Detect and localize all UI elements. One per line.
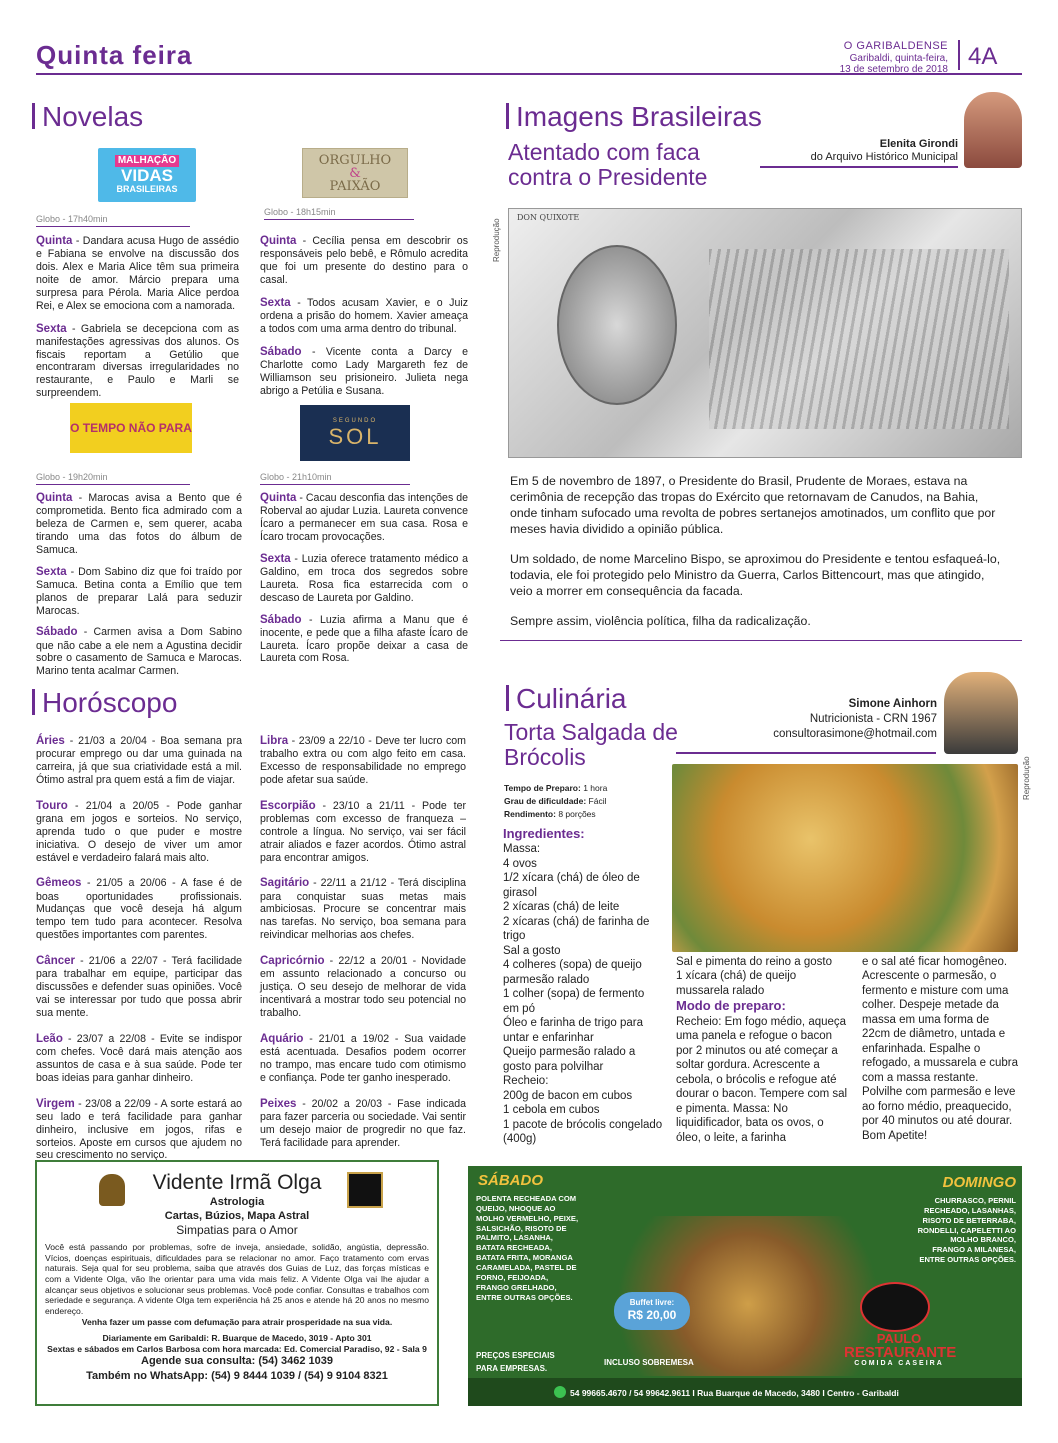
historical-engraving <box>508 208 1022 458</box>
novela-entries <box>36 228 239 400</box>
sign-name: Touro <box>36 799 68 812</box>
logo-text: O TEMPO NÃO PARA <box>70 420 192 435</box>
section-name: Quinta feira <box>36 40 193 70</box>
orgulho-logo <box>302 148 408 198</box>
malhacao-logo <box>98 148 196 202</box>
ingredient-item: Recheio: <box>503 1075 549 1088</box>
day-label: Sábado <box>36 626 78 639</box>
novela-entries <box>260 228 468 397</box>
brand-line: PAULO <box>876 1331 922 1346</box>
imagens-headline: Atentado com faca contra o Presidente <box>508 139 708 191</box>
channel-time: Globo - 19h20min <box>36 472 190 485</box>
novela-entry <box>36 234 239 313</box>
author-photo <box>944 672 1018 754</box>
sign-text: - 22/11 a 21/12 - Terá disciplina para conquistar suas metas mais ambiciosas. Procure se concentrar mais nas tarefas. No serviço, boa semana para reivindicar melhorias aos chefes. <box>260 877 466 942</box>
meta-value: 8 porções <box>555 808 596 819</box>
sign-entry <box>36 734 242 787</box>
buffet-price: R$ 20,00 <box>627 1307 677 1322</box>
ad-address: Diariamente em Garibaldi: R. Buarque de Macedo, 3019 - Apto 301 <box>102 1333 372 1344</box>
meta-row <box>504 808 668 821</box>
header-meta <box>840 40 948 76</box>
body-paragraph: Um soldado, de nome Marcelino Bispo, se aproximou do Presidente e tentou esfaqueá-lo, todavia, ele foi protegido pelo Ministro da Guerra, Carlos Bittencourt, mas que atingido, veio a morrer em consequência da facada. <box>510 551 1001 598</box>
author-name: Simone Ainhorn <box>848 698 937 710</box>
ingredients-list <box>503 826 663 1147</box>
sign-name: Libra <box>260 735 289 747</box>
ad-restaurante <box>468 1166 1022 1406</box>
logo-text: SOL <box>328 423 382 449</box>
sign-text: - 22/12 a 20/01 - Novidade em assunto relacionado a concurso ou justiça. O seu desejo de melhorar de vida incentivará a mostrar todo seu potencial no trabalho. <box>260 955 466 1019</box>
date-line-2: 13 de setembro de 2018 <box>839 64 948 76</box>
logo-text: BRASILEIRAS <box>116 184 178 195</box>
buffet-label: Buffet livre: <box>629 1298 675 1307</box>
entry-text: - Luzia oferece tratamento médico a Galdino, em troca dos segredos sobre Laureta. Rosa fica estarrecida com o descaso de Laureta por Galdino. <box>260 552 468 604</box>
photo-credit: Reprodução <box>492 218 501 262</box>
sign-text: - 23/10 a 21/11 - Pode ter problemas com excesso de franqueza – controle a língua. No serviço, vai ser fácil atrair aliados e fazer acordos. Ótimo astral para encontrar amigos. <box>260 799 466 864</box>
ad-cta: Venha fazer um passe com defumação para atrair prosperidade na sua vida. <box>81 1316 393 1327</box>
sign-text: - 23/07 a 22/08 - Evite se indispor com chefes. Você dará mais atenção aos assuntos de casa e à sua saúde. Pode ter boas ideias para ganhar dinheiro. <box>36 1032 242 1084</box>
novela-entry <box>260 552 468 605</box>
portrait-medallion <box>557 245 677 405</box>
sign-name: Sagitário <box>260 877 310 890</box>
ad-footer <box>468 1378 1022 1406</box>
day-label: Quinta <box>36 492 73 504</box>
paper-name: O GARIBALDENSE <box>843 40 948 52</box>
sign-entry <box>36 1097 242 1163</box>
byline-rule <box>676 752 936 754</box>
eye-triangle-icon <box>347 1172 383 1208</box>
sign-name: Gêmeos <box>36 877 82 890</box>
entry-text: - Dandara acusa Hugo de assédio e Fabiana se envolve na discussão dos dois. Alex e Maria Alice têm sua primeira noite de amor. Márcio prepara uma surpresa para Pérola. Maria Alice perdoa Rei, e Alex se emociona com a namorada. <box>36 235 239 312</box>
sign-entry <box>260 734 466 787</box>
horoscope-col-2 <box>260 728 466 1149</box>
novela-entry <box>260 234 468 287</box>
logo-text: VIDAS <box>121 166 173 186</box>
imagens-body <box>510 474 1008 630</box>
footer-text: 54 99665.4670 / 54 99642.9611 I Rua Buarque de Macedo, 3480 I Centro - Garibaldi <box>570 1388 899 1398</box>
novela-entries <box>36 485 242 678</box>
entry-text: - Dom Sabino diz que foi traído por Samuca. Betina conta a Emílio que tem planos de preparar Lalá para seduzir Marocas. <box>36 565 242 617</box>
logo-text: MALHAÇÃO <box>115 155 179 167</box>
photo-credit: Reprodução <box>1022 756 1031 800</box>
quiche-photo <box>672 764 1018 952</box>
day-label: Sexta <box>36 322 67 335</box>
meta-value: 1 hora <box>580 783 608 793</box>
sign-entry <box>36 954 242 1020</box>
entry-text: - Luzia afirma a Manu que é inocente, e pede que a filha afaste Ícaro de Laureta. Ícaro propõe deixar a casa de Laureta com Rosa. <box>260 613 468 665</box>
ingredient-item: Sal e pimenta do reino a gosto <box>676 956 832 968</box>
body-paragraph: Sempre assim, violência política, filha da radicalização. <box>510 613 811 628</box>
sign-text: - 23/09 a 22/10 - Deve ter lucro com trabalho extra ou com algo feito em casa. Excesso de responsabilidade no emprego pode afetar sua saúde. <box>260 735 466 786</box>
fork-knife-icon <box>860 1282 930 1332</box>
ingredient-item: Sal a gosto <box>503 944 561 957</box>
culinaria-byline <box>740 697 937 742</box>
date-line-1: Garibaldi, quinta-feira, <box>849 52 948 64</box>
entry-text: - Carmen avisa a Dom Sabino que não cabe a ele nem a Agustina decidir sobre o casamento de Samuca e Marocas. Marino tenta acalmar Carmen. <box>36 626 242 678</box>
day-label: Quinta <box>260 235 297 247</box>
ad-subtitle: Astrologia <box>209 1196 265 1209</box>
author-photo <box>964 92 1022 168</box>
ingredients-title: Ingredientes: <box>503 826 585 841</box>
logo-text: PAIXÃO <box>329 178 381 194</box>
ad-subtitle: Simpatias para o Amor <box>176 1223 298 1238</box>
imagens-title: Imagens Brasileiras <box>506 100 762 134</box>
sunday-menu: CHURRASCO, PERNIL RECHEADO, LASANHAS, RISOTO DE BETERRABA, RONDELLI, CAPELETTI AO MOLHO BRANCO, FRANGO A MILANESA, ENTRE OUTRAS OPÇÕES. <box>917 1196 1016 1265</box>
novela-entry <box>260 613 468 666</box>
author-role: Nutricionista - CRN 1967 <box>809 712 937 725</box>
sign-entry <box>260 876 466 942</box>
ingredients-items <box>503 842 663 1146</box>
sign-text: - 21/05 a 20/06 - A fase é de boas oportunidades profissionais. Mudanças que você deseja há algum tempo tem tudo para acontecer. Resolva questões importantes com parentes. <box>36 877 242 942</box>
sunday-title: DOMINGO <box>942 1174 1016 1191</box>
meta-key: Tempo de Preparo: <box>504 783 581 793</box>
sign-text: - 21/03 a 20/04 - Boa semana pra procurar emprego ou dar uma guinada na carreira, já que sua criatividade está a mil. Ótimo astral pra quem está a fim de viajar. <box>36 735 242 786</box>
segundosol-logo <box>300 405 410 461</box>
ingredient-item: 4 colheres (sopa) de queijo parmesão ralado <box>503 959 642 986</box>
novela-entry <box>36 565 242 618</box>
method-text: e o sal até ficar homogêneo. Acrescente o parmesão, o fermento e misture com uma colher. Despeje metade da massa em uma forma de 22cm de diâmetro, untada e enfarinhada. Espalhe o refogado, a mussarela e cubra com a massa restante. Polvilhe com parmesão e leve ao forno médio, preaquecido, por 40 minutos ou até dourar. Bom Apetite! <box>862 956 1018 1142</box>
brand-line: COMIDA CASEIRA <box>854 1360 944 1367</box>
ingredient-item: Massa: <box>503 843 541 856</box>
recipe-title: Torta Salgada de Brócolis <box>504 719 678 771</box>
ingredient-item: 1/2 xícara (chá) de óleo de girasol <box>503 872 640 899</box>
day-label: Quinta <box>36 235 73 247</box>
ingredient-item: Óleo e farinha de trigo para untar e enfarinhar <box>503 1017 644 1044</box>
day-label: Sexta <box>260 296 291 309</box>
novelas-title: Novelas <box>32 100 143 134</box>
sign-text: - 21/01 a 19/02 - Sua vaidade está acentuada. Desafios podem ocorrer no trampo, mas encare tudo com otimismo e confiança. Pode ter ganho inesperado. <box>260 1032 466 1084</box>
ingredient-item: 4 ovos <box>503 857 537 870</box>
sign-entry <box>260 799 466 865</box>
sign-entry <box>36 1032 242 1085</box>
novela-entry <box>260 345 468 398</box>
ad-vidente <box>35 1160 439 1406</box>
meta-row <box>504 782 668 795</box>
ingredient-item: 1 pacote de brócolis congelado (400g) <box>503 1118 663 1146</box>
horoscope-col-1 <box>36 728 242 1162</box>
special-prices <box>476 1350 555 1376</box>
novela-entry <box>36 625 242 678</box>
sign-name: Peixes <box>260 1097 297 1110</box>
entry-text: - Vicente conta a Darcy e Charlotte como Lady Margareth fez de Williamson seu prisioneiro. Julieta nega abrigo a Petúlia e Susana. <box>260 345 468 397</box>
sign-text: - 23/08 a 22/09 - A sorte estará ao seu lado e terá facilidade para ganhar dinheiro, inclusive em jogos, rifas e sorteios. Aposte em cursos que ajudem no seu crescimento no serviço. <box>36 1097 242 1162</box>
sign-name: Leão <box>36 1032 63 1045</box>
ad-phone: Agende sua consulta: (54) 3462 1039 <box>141 1354 333 1367</box>
entry-text: - Marocas avisa a Bento que é comprometida. Bento fica admirado com a beleza de Carmen e, sem querer, acaba tirando uma das fotos do álbum de Samuca. <box>36 492 242 556</box>
novela-entry <box>260 296 468 336</box>
method-text: Recheio: Em fogo médio, aqueça uma panela e refogue o bacon por 2 minutos ou até começar a soltar gordura. Acrescente a cebola, o brócolis e refogue até dourar o bacon. Tempere com sal e pimenta. Massa: No liquidificador, bata os ovos, o óleo, o leite, a farinha <box>676 1015 848 1144</box>
sign-name: Virgem <box>36 1097 75 1110</box>
ingredient-item: 1 xícara (chá) de queijo mussarela ralado <box>676 970 797 997</box>
ingredient-item: 2 xícaras (chá) de farinha de trigo <box>503 915 650 943</box>
saturday-menu: POLENTA RECHEADA COM QUEIJO, NHOQUE AO MOLHO VERMELHO, PEIXE, SALSICHÃO, RISOTO DE PALMITO, LASANHA, BATATA RECHEADA, BATATA FRITA, MORANGA CARAMELADA, PASTEL DE FORNO, FEIJOADA, FRANGO GRELHADO, ENTRE OUTRAS OPÇÕES. <box>476 1194 579 1302</box>
whatsapp-icon <box>554 1386 566 1398</box>
channel-time: Globo - 18h15min <box>264 207 414 220</box>
otempo-logo <box>70 403 192 453</box>
day-label: Sábado <box>260 345 302 358</box>
engraving-caption: DON QUIXOTE <box>517 213 580 222</box>
author-name: Elenita Girondi <box>879 138 958 150</box>
sign-text: - 20/02 a 20/03 - Fase indicada para fazer parceria ou sociedade. Vai sentir um desejo maior de progredir no que faz. Terá facilidade para aprender. <box>260 1097 466 1149</box>
restaurant-brand <box>844 1331 957 1367</box>
author-email: consultorasimone@hotmail.com <box>773 727 937 740</box>
header-separator <box>958 40 960 70</box>
sign-entry <box>260 954 466 1020</box>
ingredient-item: 200g de bacon em cubos <box>503 1089 633 1102</box>
sign-entry <box>260 1097 466 1150</box>
imagens-byline <box>760 138 958 165</box>
logo-text: SEGUNDO <box>332 418 378 425</box>
day-label: Sábado <box>260 613 302 626</box>
recipe-meta <box>504 782 668 820</box>
meta-value: Fácil <box>586 795 607 806</box>
ad-address: Sextas e sábados em Carlos Barbosa com hora marcada: Ed. Comercial Paradiso, 92 - Sala 9 <box>47 1344 427 1355</box>
novela-entry <box>36 322 239 401</box>
ingredient-item: 2 xícaras (chá) de leite <box>503 901 620 914</box>
horoscopo-title: Horóscopo <box>32 686 177 720</box>
method-col-2 <box>862 955 1020 1143</box>
ingredient-item: Queijo parmesão ralado a gosto para polvilhar <box>503 1046 636 1073</box>
dessert-text: INCLUSO SOBREMESA <box>604 1358 694 1367</box>
byline-rule <box>760 166 958 168</box>
day-label: Sexta <box>36 565 67 578</box>
crowd-scene <box>709 249 1009 429</box>
meta-row <box>504 795 668 808</box>
entry-text: - Cacau desconfia das intenções de Roberval ao ajudar Luzia. Laureta convence Ícaro a permanecer em sua casa. Rosa e Ícaro trocam provocações. <box>260 492 468 543</box>
method-col-1 <box>676 955 848 1145</box>
sign-name: Câncer <box>36 955 75 968</box>
ingredient-item: 1 cebola em cubos <box>503 1104 600 1117</box>
meta-key: Grau de dificuldade: <box>504 795 587 806</box>
ingredient-item: 1 colher (sopa) de fermento em pó <box>503 988 645 1015</box>
special-text: PREÇOS ESPECIAIS <box>476 1351 555 1360</box>
sign-entry <box>260 1032 466 1085</box>
ad-whatsapp: Também no WhatsApp: (54) 9 8444 1039 / (54) 9 9104 8321 <box>86 1370 388 1383</box>
day-label: Sexta <box>260 552 291 565</box>
special-text: PARA EMPRESAS. <box>476 1363 548 1373</box>
sign-name: Aquário <box>260 1032 304 1045</box>
entry-text: - Gabriela se decepciona com as manifestações agressivas dos alunos. Os fiscais reportam a Getúlio que encontraram diversas irregularidades no restaurante, e Paulo e Marli se surpreendem. <box>36 322 239 400</box>
buffet-badge <box>614 1292 690 1330</box>
saint-icon <box>99 1174 125 1206</box>
section-header <box>36 40 192 72</box>
sign-name: Áries <box>36 735 65 747</box>
ad-subtitle: Cartas, Búzios, Mapa Astral <box>164 1209 310 1222</box>
ad-body: Você está passando por problemas, sofre de inveja, ansiedade, solidão, angústia, depressão. Vícios, doenças espirituais, dificuldades para se relacionar no amor. Faço tratamento com ervas naturais. Seja qual for seu problema, saiba que através dos Guias de Luz, das forças místicas e com a Vidente Olga, vão lhe orientar para uma vida mais feliz. A Vidente Olga vai lhe ajudar a alcançar seus objetivos e solucionar seus problemas. Você pode confiar. Consultas e trabalhos com seriedade e segurança. A vidente Olga tem experiência há 25 anos e atende há 20 anos no mesmo endereço. <box>45 1242 429 1317</box>
sign-name: Escorpião <box>260 799 316 812</box>
channel-time: Globo - 21h10min <box>260 472 410 485</box>
channel-time: Globo - 17h40min <box>36 214 190 227</box>
brand-line: RESTAURANTE <box>844 1344 957 1361</box>
day-label: Quinta <box>260 492 297 504</box>
ad-title: Vidente Irmã Olga <box>152 1171 322 1194</box>
body-paragraph: Em 5 de novembro de 1897, o Presidente do Brasil, Prudente de Moraes, estava na cerimônia de recepção das tropas do Exército que retornavam de Canudos, na Bahia, onde tinham sufocado uma revolta de pobres sertanejos amotinados, um conflito que por meses havia dividido a opinião pública. <box>510 474 996 536</box>
sign-entry <box>36 876 242 942</box>
logo-text: ORGULHO <box>318 152 392 168</box>
novela-entries <box>260 485 468 665</box>
section-divider <box>500 640 1022 641</box>
meta-key: Rendimento: <box>504 808 556 819</box>
page-number: 4A <box>968 43 998 70</box>
method-title: Modo de preparo: <box>676 998 786 1014</box>
novela-entry <box>36 491 242 557</box>
novela-entry <box>260 491 468 544</box>
saturday-title: SÁBADO <box>478 1172 544 1189</box>
entry-text: - Todos acusam Xavier, e o Juiz ordena a prisão do homem. Xavier ameaça a todos com uma arma dentro do tribunal. <box>260 296 468 335</box>
logo-text: & <box>349 165 361 181</box>
sign-text: - 21/06 a 22/07 - Terá facilidade para trabalhar em equipe, participar das discussões e defender suas opiniões. Você vai se interessar por tudo que possa abrir sua mente. <box>36 955 242 1019</box>
sign-name: Capricórnio <box>260 955 325 968</box>
author-role: do Arquivo Histórico Municipal <box>810 151 958 164</box>
sign-entry <box>36 799 242 865</box>
culinaria-title: Culinária <box>506 682 627 716</box>
entry-text: - Cecília pensa em descobrir os responsáveis pelo bebê, e Rômulo acredita que foi um presente do destino para o casal. <box>260 235 468 286</box>
sign-text: - 21/04 a 20/05 - Pode ganhar grana em jogos e sorteios. No serviço, aprenda tudo o que puder e mostre iniciativa. O desejo de viver um amor estável e verdadeiro falará mais alto. <box>36 799 242 864</box>
